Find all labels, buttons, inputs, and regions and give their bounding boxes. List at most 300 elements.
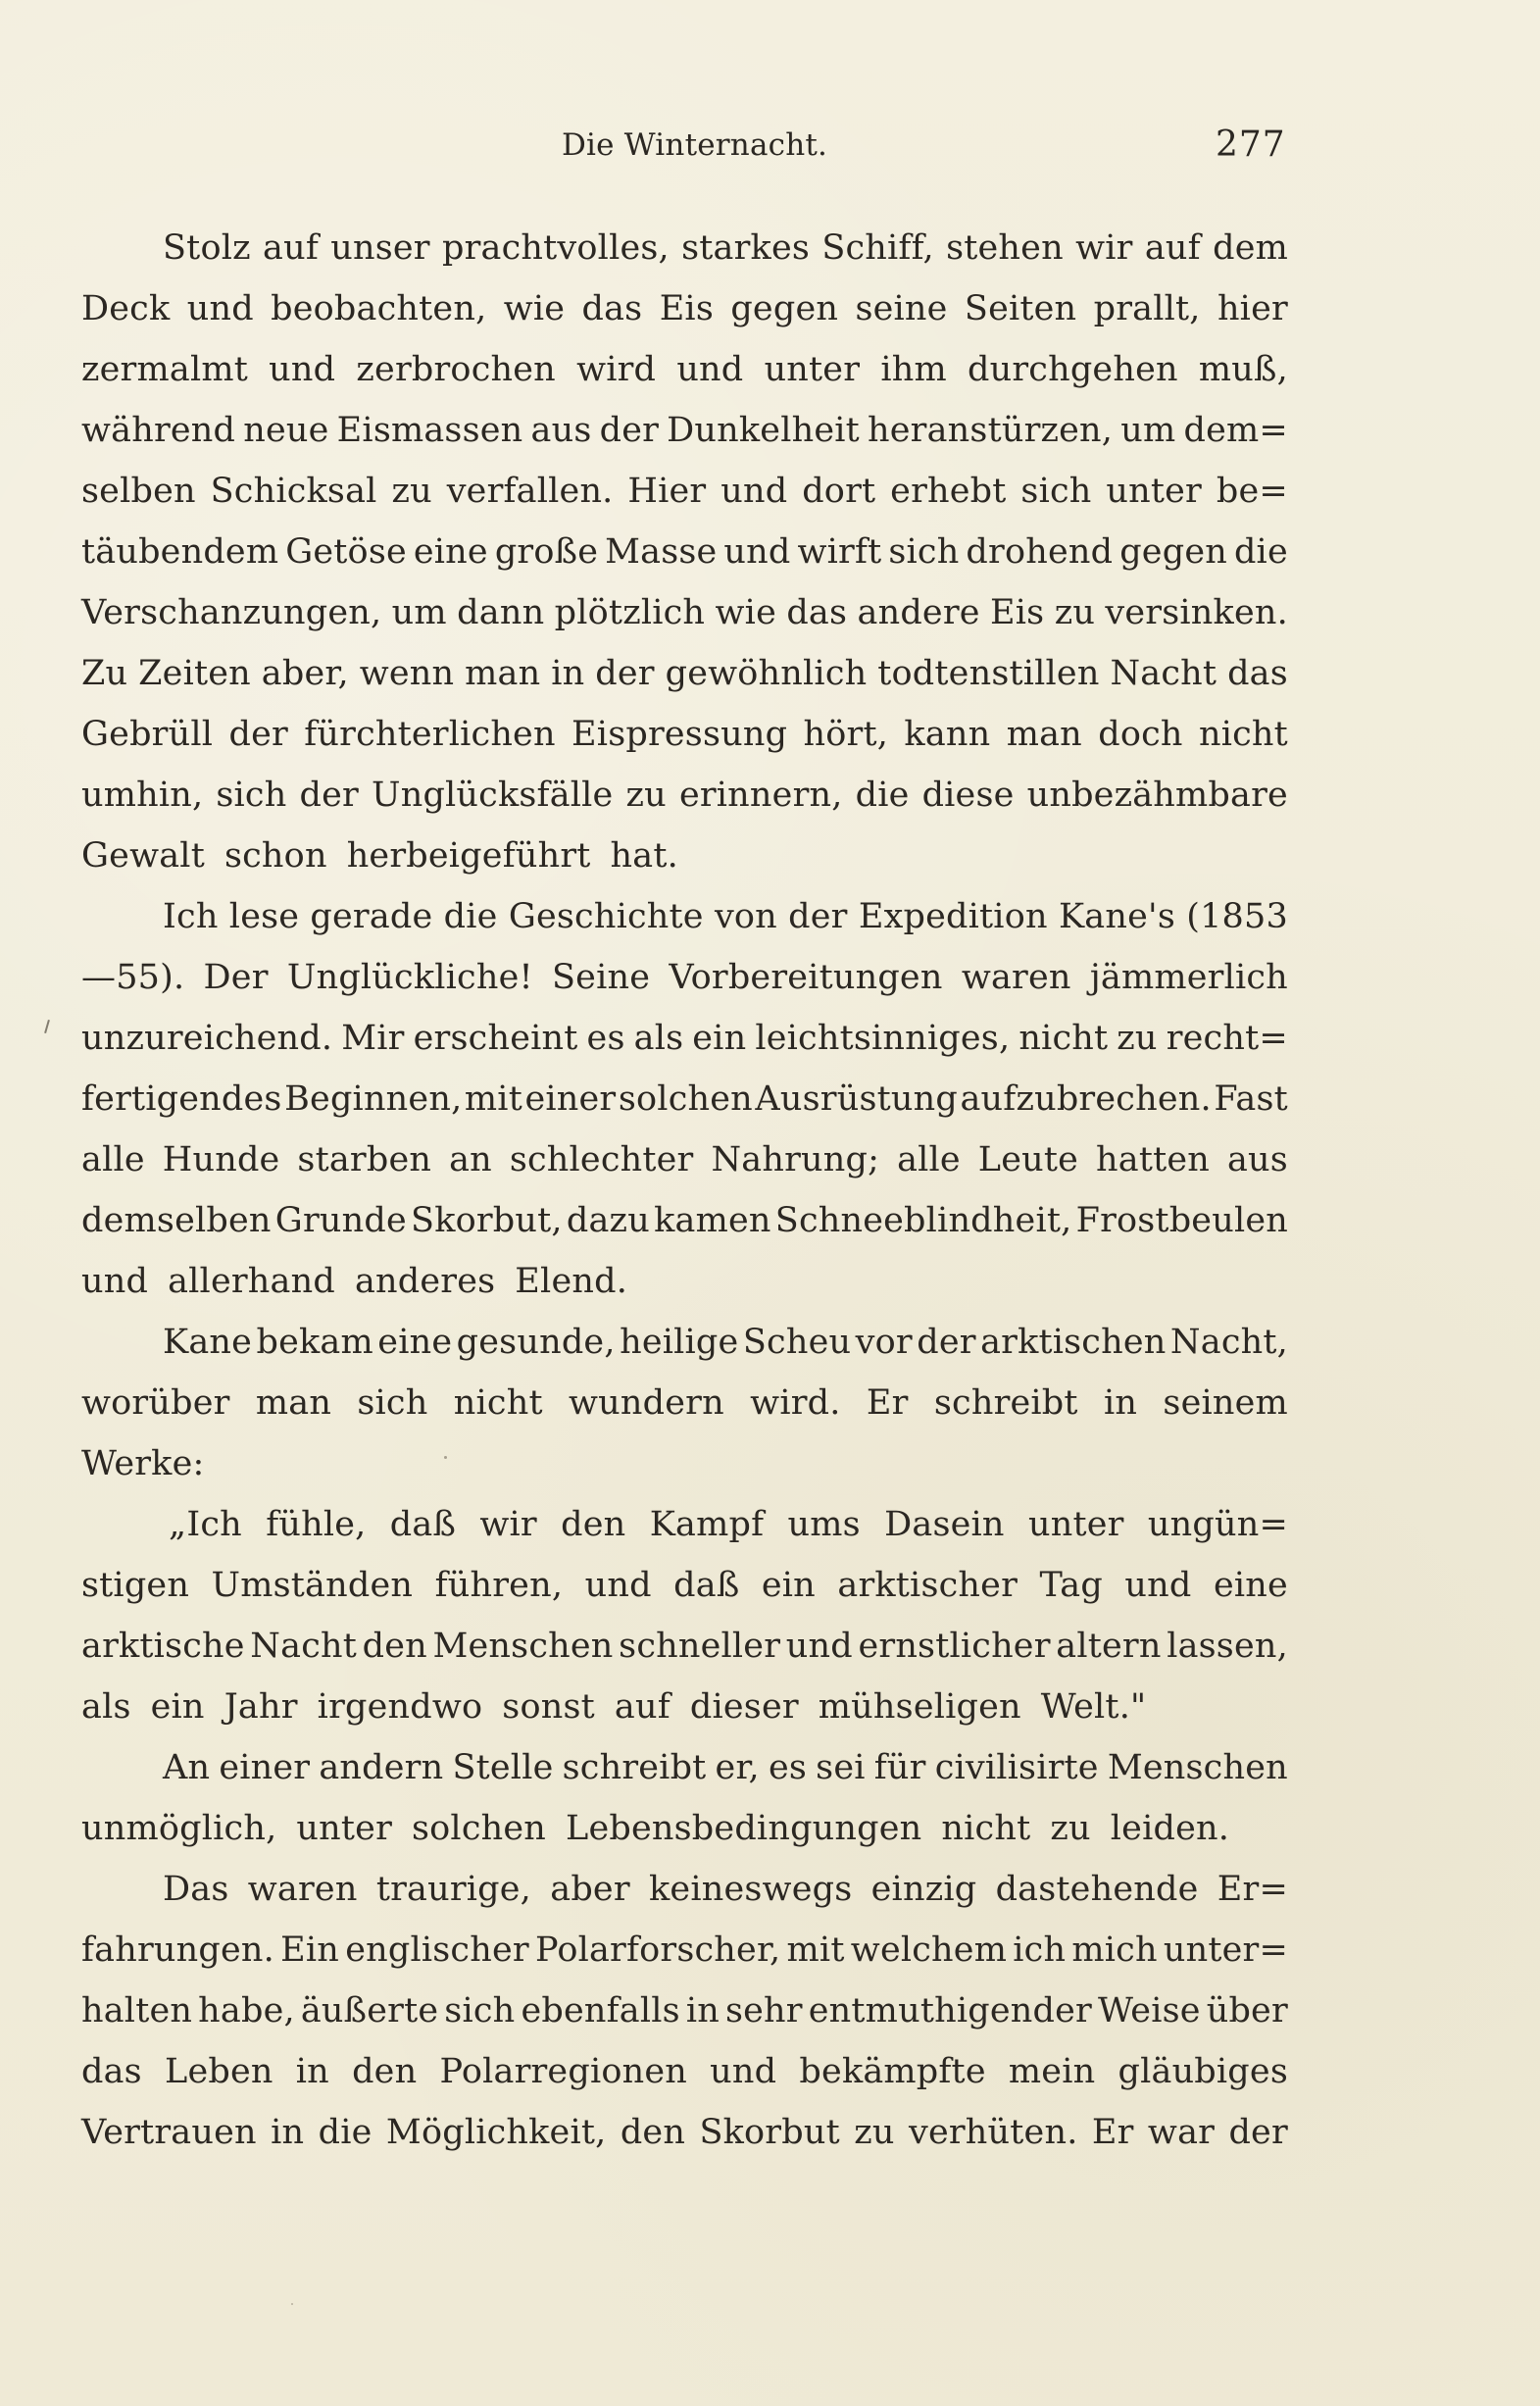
word: Ich bbox=[163, 897, 219, 936]
text-line bbox=[81, 278, 1288, 339]
word: arktische bbox=[81, 1627, 245, 1666]
word: dem bbox=[1213, 228, 1288, 268]
word: zu bbox=[1054, 593, 1096, 632]
text-line bbox=[81, 400, 1288, 461]
word: eine bbox=[377, 1323, 453, 1362]
word: plötzlich bbox=[554, 593, 706, 632]
word: verhüten. bbox=[908, 2113, 1078, 2152]
word: Getöse bbox=[285, 532, 407, 572]
word: Frostbeulen bbox=[1075, 1201, 1288, 1240]
text-line bbox=[81, 1494, 1288, 1555]
text-line bbox=[81, 1737, 1288, 1798]
word: fühle, bbox=[266, 1505, 367, 1544]
text-line bbox=[81, 947, 1288, 1008]
word: auf bbox=[263, 228, 319, 268]
word: sich bbox=[888, 532, 960, 572]
word: unter= bbox=[1163, 1930, 1288, 1970]
word: vor bbox=[855, 1323, 913, 1362]
word: beobachten, bbox=[271, 289, 487, 328]
word: dastehende bbox=[995, 1870, 1199, 1909]
word: Zeiten bbox=[138, 654, 251, 693]
word: traurige, bbox=[375, 1870, 531, 1909]
word: solchen bbox=[618, 1079, 753, 1119]
word: herbeigeführt bbox=[346, 836, 591, 876]
word: Polarforscher, bbox=[534, 1930, 781, 1970]
word: den bbox=[561, 1505, 626, 1544]
text-line bbox=[81, 1920, 1288, 1980]
word: Nacht bbox=[1110, 654, 1217, 693]
word: der bbox=[228, 715, 288, 754]
word: äußerte bbox=[300, 1991, 439, 2030]
word: arktischen bbox=[980, 1323, 1167, 1362]
word: hat. bbox=[610, 836, 678, 876]
text-line bbox=[81, 2041, 1288, 2102]
word: führen, bbox=[434, 1566, 564, 1605]
word: Stolz bbox=[163, 228, 251, 268]
word: man bbox=[1006, 715, 1082, 754]
word: zu bbox=[854, 2113, 895, 2152]
word: nicht bbox=[941, 1809, 1031, 1848]
word: heilige bbox=[620, 1323, 739, 1362]
word: Tag bbox=[1039, 1566, 1103, 1605]
word: eine bbox=[1213, 1566, 1288, 1605]
word: —55). bbox=[81, 958, 185, 997]
word: Stelle bbox=[452, 1748, 554, 1787]
word: ihm bbox=[880, 350, 947, 389]
text-line bbox=[81, 461, 1288, 522]
word: Ausrüstung bbox=[755, 1079, 958, 1119]
word: bekam bbox=[256, 1323, 373, 1362]
word: wir bbox=[1075, 228, 1133, 268]
body-text bbox=[81, 218, 1288, 2163]
word: Gewalt bbox=[81, 836, 205, 876]
word: civilisirte bbox=[934, 1748, 1099, 1787]
word: man bbox=[465, 654, 541, 693]
word: Vertrauen bbox=[81, 2113, 257, 2152]
word: seinem bbox=[1163, 1383, 1288, 1423]
word: an bbox=[449, 1140, 492, 1179]
word: hört, bbox=[803, 715, 889, 754]
word: gewöhnlich bbox=[665, 654, 868, 693]
word: aus bbox=[530, 411, 592, 450]
word: selben bbox=[81, 472, 196, 511]
word: das bbox=[81, 2052, 142, 2091]
word: Seine bbox=[552, 958, 651, 997]
word: Leben bbox=[165, 2052, 273, 2091]
word: ebenfalls bbox=[521, 1991, 680, 2030]
word: der bbox=[299, 776, 359, 815]
running-head bbox=[0, 125, 1540, 171]
text-line bbox=[81, 1190, 1288, 1251]
word: Welt." bbox=[1040, 1687, 1147, 1727]
word: starkes bbox=[681, 228, 811, 268]
word: sehr bbox=[724, 1991, 803, 2030]
word: aber bbox=[550, 1870, 630, 1909]
word: daß bbox=[389, 1505, 457, 1544]
word: sich bbox=[216, 776, 287, 815]
word: unbezähmbare bbox=[1026, 776, 1288, 815]
word: Nacht, bbox=[1169, 1323, 1288, 1362]
word: und bbox=[1124, 1566, 1192, 1605]
word: solchen bbox=[412, 1809, 547, 1848]
word: sonst bbox=[502, 1687, 595, 1727]
word: um bbox=[1120, 411, 1176, 450]
word: aus bbox=[1226, 1140, 1288, 1179]
word: ungün= bbox=[1147, 1505, 1288, 1544]
text-line bbox=[81, 643, 1288, 704]
word: Eispressung bbox=[571, 715, 788, 754]
word: muß, bbox=[1198, 350, 1288, 389]
word: zu bbox=[625, 776, 667, 815]
word: schreibt bbox=[933, 1383, 1078, 1423]
word: die bbox=[855, 776, 910, 815]
word: und bbox=[785, 1627, 853, 1666]
word: er, bbox=[715, 1748, 760, 1787]
word: das bbox=[1227, 654, 1288, 693]
word: in bbox=[685, 1991, 720, 2030]
word: unter bbox=[764, 350, 861, 389]
word: zerbrochen bbox=[356, 350, 556, 389]
word: Dasein bbox=[884, 1505, 1005, 1544]
word: einer bbox=[219, 1748, 311, 1787]
word: unter bbox=[1027, 1505, 1124, 1544]
running-title: Die Winternacht. bbox=[562, 127, 828, 163]
word: Verschanzungen, bbox=[81, 593, 382, 632]
word: leichtsinniges, bbox=[755, 1019, 1011, 1058]
word: unmöglich, bbox=[81, 1809, 277, 1848]
word: Kane's bbox=[1058, 897, 1175, 936]
text-line bbox=[81, 582, 1288, 643]
word: be= bbox=[1216, 472, 1288, 511]
word: zermalmt bbox=[81, 350, 248, 389]
word: und bbox=[676, 350, 744, 389]
text-line bbox=[81, 1555, 1288, 1616]
word: wir bbox=[479, 1505, 537, 1544]
word: Weise bbox=[1097, 1991, 1201, 2030]
word: man bbox=[255, 1383, 332, 1423]
word: der bbox=[595, 654, 655, 693]
word: neue bbox=[243, 411, 329, 450]
word: wundern bbox=[569, 1383, 724, 1423]
word: gerade bbox=[310, 897, 433, 936]
word: waren bbox=[247, 1870, 358, 1909]
word: bekämpfte bbox=[799, 2052, 986, 2091]
text-line bbox=[81, 1616, 1288, 1677]
word: leiden. bbox=[1110, 1809, 1230, 1848]
word: starben bbox=[297, 1140, 432, 1179]
word: Unglücksfälle bbox=[372, 776, 614, 815]
word: den bbox=[620, 2113, 686, 2152]
word: sei bbox=[816, 1748, 866, 1787]
word: Kampf bbox=[649, 1505, 765, 1544]
word: Nahrung; bbox=[711, 1140, 880, 1179]
word: gegen bbox=[730, 289, 839, 328]
word: altern bbox=[1056, 1627, 1162, 1666]
word: eine bbox=[413, 532, 488, 572]
word: umhin, bbox=[81, 776, 204, 815]
word: unser bbox=[330, 228, 430, 268]
text-line bbox=[81, 218, 1288, 278]
word: aber, bbox=[261, 654, 349, 693]
word: dort bbox=[802, 472, 876, 511]
word: um bbox=[391, 593, 447, 632]
word: Jahr bbox=[224, 1687, 298, 1727]
word: Nacht bbox=[250, 1627, 357, 1666]
word: dieser bbox=[689, 1687, 799, 1727]
text-line bbox=[81, 522, 1288, 582]
word: für bbox=[873, 1748, 926, 1787]
word: keineswegs bbox=[649, 1870, 853, 1909]
word: große bbox=[494, 532, 599, 572]
word: Menschen bbox=[1107, 1748, 1288, 1787]
word: mit bbox=[464, 1079, 522, 1119]
word: fürchterlichen bbox=[304, 715, 556, 754]
word: Grunde bbox=[274, 1201, 407, 1240]
word: prallt, bbox=[1093, 289, 1201, 328]
word: war bbox=[1147, 2113, 1216, 2152]
text-line bbox=[81, 1798, 1288, 1859]
word: irgendwo bbox=[317, 1687, 483, 1727]
word: nicht bbox=[1199, 715, 1288, 754]
word: zu bbox=[1050, 1809, 1091, 1848]
word: Er bbox=[1091, 2113, 1134, 2152]
word: schon bbox=[224, 836, 327, 876]
word: einer bbox=[524, 1079, 617, 1119]
word: habe, bbox=[198, 1991, 295, 2030]
word: und bbox=[584, 1566, 652, 1605]
text-line bbox=[81, 1251, 1288, 1312]
word: Schicksal bbox=[210, 472, 377, 511]
word: und bbox=[269, 350, 336, 389]
word: in bbox=[271, 2113, 305, 2152]
word: worüber bbox=[81, 1383, 230, 1423]
word: durchgehen bbox=[968, 350, 1178, 389]
word: das bbox=[786, 593, 848, 632]
word: das bbox=[581, 289, 643, 328]
word: entmuthigender bbox=[808, 1991, 1092, 2030]
word: hatten bbox=[1096, 1140, 1211, 1179]
word: die bbox=[1233, 532, 1288, 572]
word: Schneeblindheit, bbox=[774, 1201, 1072, 1240]
word: Eis bbox=[990, 593, 1045, 632]
word: prachtvolles, bbox=[442, 228, 670, 268]
word: anderes bbox=[354, 1262, 496, 1301]
word: unter bbox=[1106, 472, 1202, 511]
word: Das bbox=[163, 1870, 229, 1909]
word: alle bbox=[897, 1140, 961, 1179]
word: in bbox=[551, 654, 585, 693]
word: Deck bbox=[81, 289, 171, 328]
word: Hier bbox=[627, 472, 707, 511]
word: die bbox=[318, 2113, 373, 2152]
word: wirft bbox=[797, 532, 882, 572]
word: Möglichkeit, bbox=[385, 2113, 607, 2152]
word: ich bbox=[1013, 1930, 1067, 1970]
word: wie bbox=[503, 289, 566, 328]
word: kann bbox=[904, 715, 991, 754]
word: sich bbox=[1020, 472, 1092, 511]
word: diese bbox=[921, 776, 1015, 815]
word: Schiff, bbox=[821, 228, 934, 268]
word: Beginnen, bbox=[284, 1079, 463, 1119]
word: wird bbox=[576, 350, 657, 389]
word: wenn bbox=[359, 654, 455, 693]
word: fahrungen. bbox=[81, 1930, 274, 1970]
word: stigen bbox=[81, 1566, 190, 1605]
word: und bbox=[81, 1262, 149, 1301]
word: erinnern, bbox=[678, 776, 843, 815]
text-line bbox=[81, 886, 1288, 947]
word: Werke: bbox=[81, 1444, 205, 1483]
word: alle bbox=[81, 1140, 145, 1179]
word: mich bbox=[1071, 1930, 1158, 1970]
word: dann bbox=[457, 593, 545, 632]
word: Unglückliche! bbox=[286, 958, 533, 997]
text-line bbox=[81, 1069, 1288, 1129]
word: zu bbox=[1117, 1019, 1158, 1058]
word: lese bbox=[228, 897, 300, 936]
word: nicht bbox=[453, 1383, 543, 1423]
word: von bbox=[714, 897, 777, 936]
word: der bbox=[788, 897, 848, 936]
text-line bbox=[81, 1008, 1288, 1069]
word: Vorbereitungen bbox=[669, 958, 943, 997]
word: schlechter bbox=[509, 1140, 694, 1179]
word: Der bbox=[203, 958, 269, 997]
text-line bbox=[81, 339, 1288, 400]
word: erscheint bbox=[413, 1019, 578, 1058]
word: Dunkelheit bbox=[667, 411, 860, 450]
word: halten bbox=[81, 1991, 193, 2030]
word: seine bbox=[855, 289, 948, 328]
word: demselben bbox=[81, 1201, 272, 1240]
page-number: 277 bbox=[1216, 125, 1286, 165]
word: der bbox=[917, 1323, 976, 1362]
word: dem= bbox=[1183, 411, 1288, 450]
word: während bbox=[81, 411, 236, 450]
word: Lebensbedingungen bbox=[566, 1809, 922, 1848]
word: arktischer bbox=[837, 1566, 1018, 1605]
word: und bbox=[720, 472, 788, 511]
word: kamen bbox=[654, 1201, 771, 1240]
word: über bbox=[1206, 1991, 1288, 2030]
word: Umständen bbox=[211, 1566, 414, 1605]
word: Expedition bbox=[858, 897, 1048, 936]
word: Elend. bbox=[515, 1262, 628, 1301]
word: Geschichte bbox=[508, 897, 704, 936]
word: welchem bbox=[850, 1930, 1008, 1970]
word: und bbox=[723, 532, 791, 572]
word: lassen, bbox=[1167, 1627, 1288, 1666]
word: An bbox=[163, 1748, 211, 1787]
word: ums bbox=[787, 1505, 861, 1544]
word: Mir bbox=[341, 1019, 405, 1058]
text-line bbox=[81, 1129, 1288, 1190]
word: wie bbox=[715, 593, 776, 632]
word: ein bbox=[761, 1566, 816, 1605]
word: jämmerlich bbox=[1089, 958, 1288, 997]
word: Er bbox=[866, 1383, 909, 1423]
text-line bbox=[81, 1373, 1288, 1433]
word: mühseligen bbox=[818, 1687, 1021, 1727]
word: unzureichend. bbox=[81, 1019, 333, 1058]
word: doch bbox=[1098, 715, 1183, 754]
word: Eismassen bbox=[336, 411, 523, 450]
word: Leute bbox=[977, 1140, 1079, 1179]
word: hier bbox=[1217, 289, 1288, 328]
word: in bbox=[1103, 1383, 1138, 1423]
text-line bbox=[81, 704, 1288, 765]
word: drohend bbox=[966, 532, 1114, 572]
word: gläubiges bbox=[1118, 2052, 1288, 2091]
word: sich bbox=[357, 1383, 428, 1423]
word: Scheu bbox=[742, 1323, 852, 1362]
word: Skorbut bbox=[699, 2113, 840, 2152]
word: ein bbox=[150, 1687, 205, 1727]
word: andern bbox=[319, 1748, 444, 1787]
word: mein bbox=[1008, 2052, 1096, 2091]
word: daß bbox=[673, 1566, 740, 1605]
word: Masse bbox=[605, 532, 718, 572]
word: Skorbut, bbox=[411, 1201, 563, 1240]
word: täubendem bbox=[81, 532, 279, 572]
word: zu bbox=[391, 472, 432, 511]
word: der bbox=[1228, 2113, 1288, 2152]
word: Zu bbox=[81, 654, 128, 693]
margin-mark bbox=[44, 1020, 50, 1033]
word: in bbox=[295, 2052, 329, 2091]
word: (1853 bbox=[1186, 897, 1288, 936]
text-line bbox=[81, 2102, 1288, 2163]
word: es bbox=[586, 1019, 625, 1058]
word: wird. bbox=[750, 1383, 841, 1423]
word: und bbox=[710, 2052, 777, 2091]
word: sich bbox=[444, 1991, 516, 2030]
word: Er= bbox=[1217, 1870, 1288, 1909]
word: versinken. bbox=[1105, 593, 1288, 632]
word: mit bbox=[786, 1930, 845, 1970]
word: ein bbox=[692, 1019, 747, 1058]
paper-speck bbox=[291, 2303, 293, 2305]
word: unter bbox=[296, 1809, 392, 1848]
word: todtenstillen bbox=[877, 654, 1100, 693]
text-line bbox=[81, 1312, 1288, 1373]
word: Fast bbox=[1214, 1079, 1288, 1119]
word: gegen bbox=[1119, 532, 1227, 572]
word: und bbox=[186, 289, 254, 328]
word: schreibt bbox=[562, 1748, 707, 1787]
word: auf bbox=[614, 1687, 671, 1727]
word: englischer bbox=[345, 1930, 529, 1970]
word: Kane bbox=[163, 1323, 253, 1362]
word: allerhand bbox=[168, 1262, 335, 1301]
word: Gebrüll bbox=[81, 715, 214, 754]
word: waren bbox=[961, 958, 1071, 997]
word: Seiten bbox=[964, 289, 1077, 328]
word: gesunde, bbox=[456, 1323, 616, 1362]
word: Menschen bbox=[432, 1627, 614, 1666]
word: die bbox=[443, 897, 498, 936]
text-line bbox=[81, 1980, 1288, 2041]
word: aufzubrechen. bbox=[960, 1079, 1212, 1119]
word: einzig bbox=[870, 1870, 977, 1909]
word: ernstlicher bbox=[858, 1627, 1051, 1666]
text-line bbox=[81, 826, 1288, 886]
word: verfallen. bbox=[446, 472, 614, 511]
word: als bbox=[633, 1019, 684, 1058]
word: nicht bbox=[1018, 1019, 1109, 1058]
text-line bbox=[81, 1677, 1288, 1737]
